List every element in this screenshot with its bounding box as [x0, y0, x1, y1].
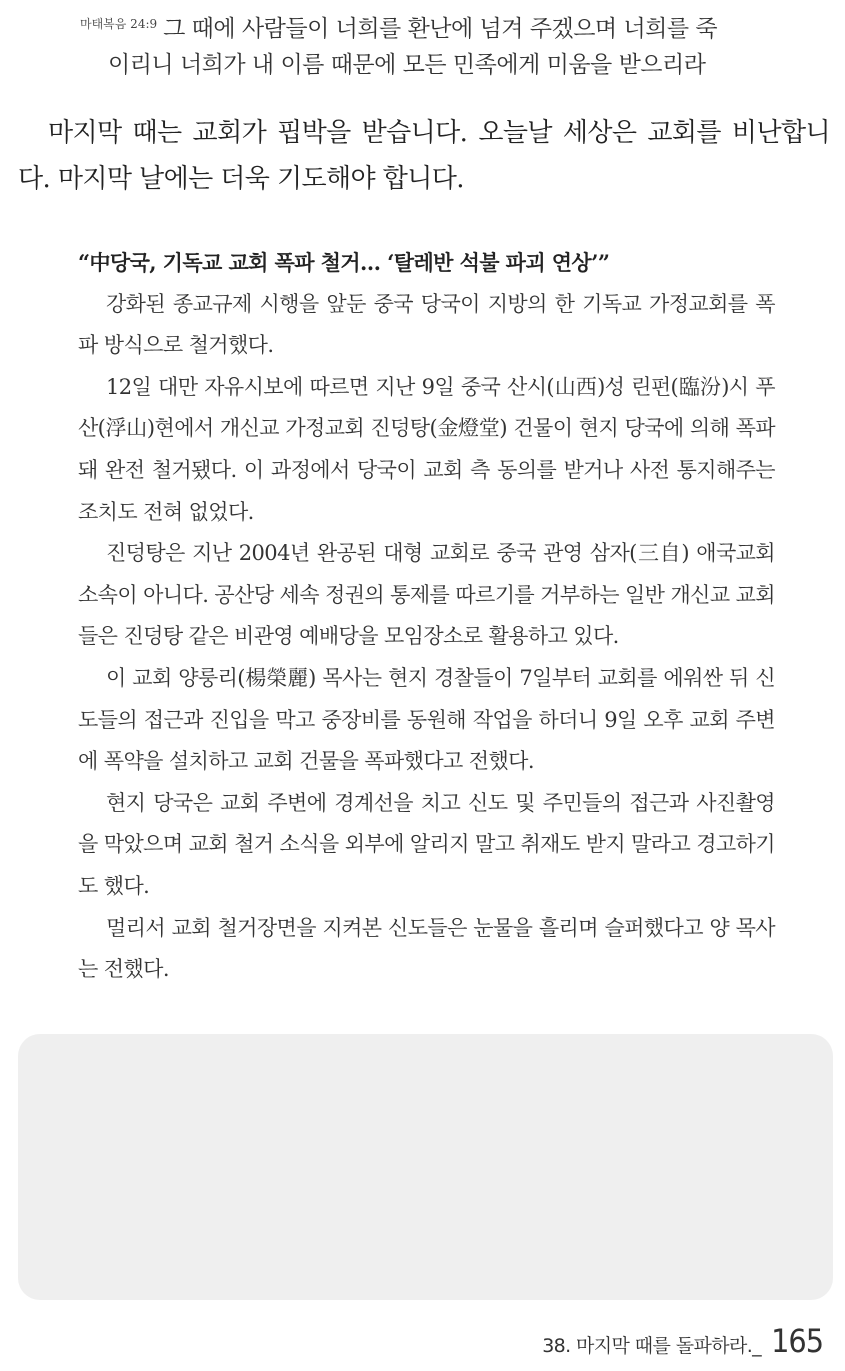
verse-line-2: 이리니 너희가 내 이름 때문에 모든 민족에게 미움을 받으리라 [108, 52, 706, 78]
article-paragraph-6: 멀리서 교회 철거장면을 지켜본 신도들은 눈물을 흘리며 슬퍼했다고 양 목사는 전했다. [78, 915, 775, 982]
article-paragraph-2: 12일 대만 자유시보에 따르면 지난 9일 중국 산시(山西)성 린펀(臨汾)시 푸산(浮山)현에서 개신교 가정교회 진덩탕(金燈堂) 건물이 현지 당국에 의해 폭파돼 완전 철거됐다. 이 과정에서 당국이 교회 측 동의를 받거나 사전 통지해주는 조치도 전혀 없었다. [78, 374, 775, 524]
page-footer [542, 1322, 823, 1366]
article-paragraph-3: 진덩탕은 지난 2004년 완공된 대형 교회로 중국 관영 삼자(三自) 애국교회 소속이 아니다. 공산당 세속 정권의 통제를 따르기를 거부하는 일반 개신교 교회들은 진덩탕 같은 비관영 예배당을 모임장소로 활용하고 있다. [78, 541, 775, 649]
verse-line-1: 그 때에 사람들이 너희를 환난에 넘겨 주겠으며 너희를 죽 [163, 16, 718, 42]
bible-verse [80, 6, 780, 83]
article-paragraph-4: 이 교회 양룽리(楊榮麗) 목사는 현지 경찰들이 7일부터 교회를 에워싼 뒤 신도들의 접근과 진입을 막고 중장비를 동원해 작업을 하더니 9일 오후 교회 주변에 폭약을 설치하고 교회 건물을 폭파했다고 전했다. [78, 665, 775, 774]
article-paragraph-5: 현지 당국은 교회 주변에 경계선을 치고 신도 및 주민들의 접근과 사진촬영을 막았으며 교회 철거 소식을 외부에 알리지 말고 취재도 받지 말라고 경고하기도 했다. [78, 790, 775, 898]
image-placeholder-box [18, 1034, 833, 1300]
article-title: “中당국, 기독교 교회 폭파 철거… ‘탈레반 석불 파괴 연상’” [78, 250, 610, 275]
article-paragraph-1: 강화된 종교규제 시행을 앞둔 중국 당국이 지방의 한 기독교 가정교회를 폭파 방식으로 철거했다. [78, 291, 775, 358]
page-number: 165 [771, 1322, 823, 1360]
chapter-title: 38. 마지막 때를 돌파하라._ [542, 1335, 762, 1357]
verse-reference: 마태복음 24:9 [80, 17, 158, 31]
news-article [78, 242, 775, 991]
body-paragraph: 마지막 때는 교회가 핍박을 받습니다. 오늘날 세상은 교회를 비난합니다. 마지막 날에는 더욱 기도해야 합니다. [18, 118, 830, 194]
